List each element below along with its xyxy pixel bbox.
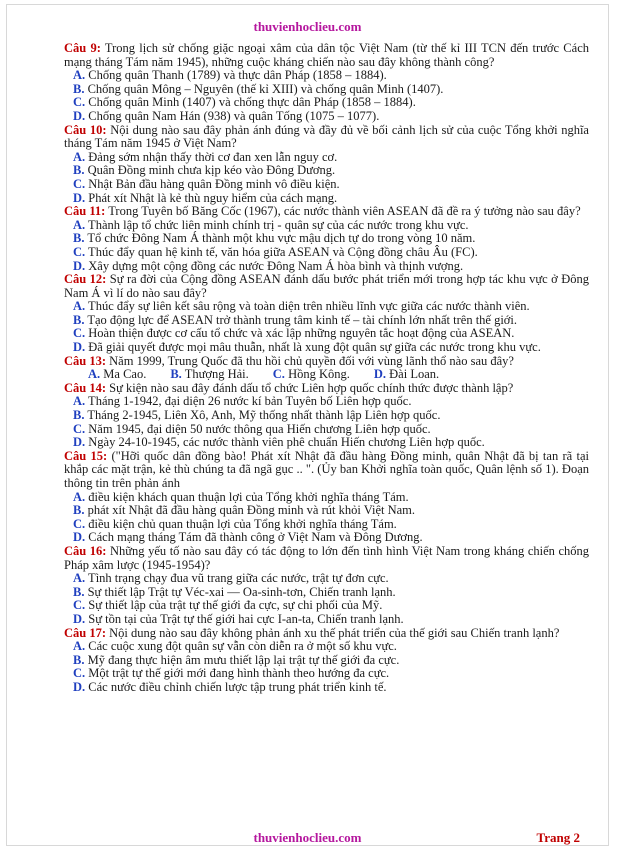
option-text: Thúc đẩy sự liên kết sâu rộng và toàn diện trên nhiều lĩnh vực giữa các nước thành viên.: [85, 299, 530, 314]
answer-option: [64, 83, 589, 97]
question-text: Năm 1999, Trung Quốc đã thu hồi chủ quyền đối với vùng lãnh thổ nào sau đây?: [106, 353, 514, 368]
answer-option: [64, 491, 589, 505]
option-letter: C.: [73, 244, 86, 259]
question-text: Những yếu tố nào sau đây có tác động to lớn đến tình hình Việt Nam trong kháng chiến chống Pháp xâm lược (1945-1954)?: [64, 543, 589, 572]
option-text: Chống quân Nam Hán (938) và quân Tống (1075 – 1077).: [85, 108, 380, 123]
option-letter: A.: [73, 217, 86, 232]
option-letter: B.: [73, 163, 85, 178]
option-letter: C.: [73, 176, 86, 191]
footer-page-number: Trang 2: [536, 830, 580, 845]
option-text: Tình trạng chạy đua vũ trang giữa các nước, trật tự đơn cực.: [85, 571, 389, 586]
option-letter: D.: [73, 530, 86, 545]
answer-option: [64, 151, 589, 165]
option-letter: A.: [73, 394, 86, 409]
question-text: Trong Tuyên bố Băng Cốc (1967), các nước thành viên ASEAN đã đề ra ý tưởng nào sau đây?: [105, 204, 581, 219]
question-number: Câu 12:: [64, 272, 107, 287]
option-letter: D.: [73, 340, 86, 355]
option-text: Các cuộc xung đột quân sự vẫn còn diễn ra ở một số khu vực.: [85, 639, 397, 654]
option-text: Chống quân Minh (1407) và chống thực dân Pháp (1858 – 1884).: [85, 95, 416, 110]
option-text: Các nước điều chỉnh chiến lược tập trung phát triển kinh tế.: [85, 679, 387, 694]
option-text: Chống quân Mông – Nguyên (thế kỉ XIII) và chống quân Minh (1407).: [84, 81, 444, 96]
option-letter: D.: [373, 367, 387, 382]
question: [64, 273, 589, 300]
question-list: [64, 42, 589, 695]
option-letter: C.: [73, 516, 86, 531]
question: [64, 545, 589, 572]
option-letter: B.: [73, 231, 85, 246]
option-letter: B.: [73, 503, 85, 518]
option-text: Sự tồn tại của Trật tự thế giới hai cực I-an-ta, Chiến tranh lạnh.: [85, 611, 404, 626]
option-text: Mỹ đang thực hiện âm mưu thiết lập lại trật tự thế giới đa cực.: [84, 652, 400, 667]
answer-option: [64, 341, 589, 355]
option-text: Đảng sớm nhận thấy thời cơ đan xen lẫn nguy cơ.: [85, 149, 338, 164]
answer-option: [64, 110, 589, 124]
option-text: Ma Cao.: [100, 367, 147, 382]
option-text: Thúc đẩy quan hệ kinh tế, văn hóa giữa ASEAN và Cộng đồng châu Âu (FC).: [85, 244, 478, 259]
answer-option: [64, 69, 589, 83]
question-number: Câu 13:: [64, 353, 107, 368]
option-letter: D.: [73, 190, 86, 205]
answer-option: [64, 178, 589, 192]
question-text: Nội dung nào sau đây phản ánh đúng và đầy đủ về bối cảnh lịch sử của cuộc Tổng khởi nghĩa tháng Tám năm 1945 ở Việt Nam?: [64, 122, 589, 151]
answer-option: [64, 260, 589, 274]
question-text: ("Hỡi quốc dân đồng bào! Phát xít Nhật đã đầu hàng Đồng minh, quân Nhật đã bị tan rã tại khắp các mặt trận, kẻ thù chúng ta đã ngã gục .. ". (Ủy ban Khởi nghĩa toàn quốc, Quân lệnh số 1). Đoạn thông tin trên phản ánh: [64, 448, 589, 490]
question: [64, 382, 589, 396]
option-letter: B.: [73, 81, 85, 96]
answer-option: [64, 667, 589, 681]
option-letter: B.: [73, 652, 85, 667]
document-page: [6, 4, 609, 846]
option-letter: A.: [73, 149, 86, 164]
option-letter: C.: [73, 326, 86, 341]
question-text: Sự kiện nào sau đây đánh dấu tổ chức Liên hợp quốc chính thức được thành lập?: [106, 380, 514, 395]
answer-option: [170, 368, 248, 382]
option-text: Đài Loan.: [386, 367, 440, 382]
question-number: Câu 11:: [64, 204, 106, 219]
question: [64, 450, 589, 491]
option-letter: A.: [73, 299, 86, 314]
answer-option: [64, 164, 589, 178]
option-text: Đã giải quyết được mọi mâu thuẫn, nhất là xung đột quân sự giữa các nước trong khu vực.: [85, 340, 541, 355]
option-text: Tháng 1-1942, đại diện 26 nước kí bản Tuyên bố Liên hợp quốc.: [85, 394, 412, 409]
answer-option: [64, 219, 589, 233]
answer-option: [64, 531, 589, 545]
question-number: Câu 17:: [64, 625, 107, 640]
question-number: Câu 16:: [64, 543, 107, 558]
option-letter: A.: [73, 571, 86, 586]
option-letter: D.: [73, 108, 86, 123]
option-text: Sự thiết lập của trật tự thế giới đa cực, sự chi phối của Mỹ.: [85, 598, 383, 613]
option-text: Một trật tự thế giới mới đang hình thành theo hướng đa cực.: [85, 666, 390, 681]
answer-option: [64, 436, 589, 450]
answer-option: [64, 572, 589, 586]
answer-option: [64, 395, 589, 409]
option-letter: B.: [73, 584, 85, 599]
answer-option: [374, 368, 439, 382]
option-letter: A.: [88, 367, 101, 382]
option-letter: D.: [73, 679, 86, 694]
question: [64, 355, 589, 369]
option-text: Tháng 2-1945, Liên Xô, Anh, Mỹ thống nhất thành lập Liên hợp quốc.: [84, 408, 441, 423]
answer-option: [64, 504, 589, 518]
question-text: Nội dung nào sau đây không phản ánh xu thế phát triển của thế giới sau Chiến tranh lạnh?: [106, 625, 560, 640]
answer-option: [273, 368, 350, 382]
option-letter: A.: [73, 639, 86, 654]
answer-option: [64, 681, 589, 695]
option-text: Quân Đồng minh chưa kịp kéo vào Đông Dương.: [84, 163, 336, 178]
option-text: Cách mạng tháng Tám đã thành công ở Việt Nam và Đông Dương.: [85, 530, 423, 545]
question-number: Câu 10:: [64, 122, 107, 137]
answer-option: [64, 246, 589, 260]
option-row: [64, 368, 589, 382]
option-letter: C.: [73, 95, 86, 110]
option-letter: D.: [73, 258, 86, 273]
question: [64, 124, 589, 151]
option-text: phát xít Nhật đã đầu hàng quân Đồng minh và rút khỏi Việt Nam.: [84, 503, 416, 518]
option-text: điều kiện khách quan thuận lợi của Tổng khởi nghĩa tháng Tám.: [85, 489, 409, 504]
question-number: Câu 14:: [64, 380, 107, 395]
answer-option: [64, 300, 589, 314]
answer-option: [64, 518, 589, 532]
option-text: Ngày 24-10-1945, các nước thành viên phê chuẩn Hiến chương Liên hợp quốc.: [85, 435, 485, 450]
answer-option: [88, 368, 146, 382]
question: [64, 42, 589, 69]
option-letter: A.: [73, 68, 86, 83]
option-text: Xây dựng một cộng đồng các nước Đông Nam Á hòa bình và thịnh vượng.: [85, 258, 464, 273]
question: [64, 205, 589, 219]
option-text: Nhật Bản đầu hàng quân Đồng minh vô điều kiện.: [85, 176, 340, 191]
option-text: Thành lập tổ chức liên minh chính trị - quân sự của các nước trong khu vực.: [85, 217, 469, 232]
answer-option: [64, 96, 589, 110]
answer-option: [64, 327, 589, 341]
option-text: Tạo động lực để ASEAN trở thành trung tâm kinh tế – tài chính lớn nhất trên thế giới.: [84, 312, 518, 327]
answer-option: [64, 314, 589, 328]
question-text: Trong lịch sử chống giặc ngoại xâm của dân tộc Việt Nam (từ thế kỉ III TCN đến trước Cách mạng tháng Tám năm 1945), những cuộc kháng chiến nào sau đây không thành công?: [64, 41, 589, 69]
option-text: Phát xít Nhật là kẻ thù nguy hiểm của cách mạng.: [85, 190, 338, 205]
answer-option: [64, 613, 589, 627]
answer-option: [64, 640, 589, 654]
option-letter: D.: [73, 611, 86, 626]
option-text: Năm 1945, đại diện 50 nước thông qua Hiến chương Liên hợp quốc.: [85, 421, 431, 436]
option-letter: C.: [73, 598, 86, 613]
option-letter: D.: [73, 435, 86, 450]
answer-option: [64, 409, 589, 423]
question-number: Câu 9:: [64, 41, 101, 55]
question: [64, 627, 589, 641]
question-number: Câu 15:: [64, 448, 108, 463]
answer-option: [64, 192, 589, 206]
option-text: Tổ chức Đông Nam Á thành một khu vực mậu dịch tự do trong vòng 10 năm.: [84, 231, 476, 246]
header-site: thuvienhoclieu.com: [253, 19, 362, 34]
option-letter: C.: [272, 367, 285, 382]
option-text: điều kiện chủ quan thuận lợi của Tổng khởi nghĩa tháng Tám.: [85, 516, 397, 531]
option-letter: C.: [73, 666, 86, 681]
option-text: Sự thiết lập Trật tự Véc-xai — Oa-sinh-tơn, Chiến tranh lạnh.: [84, 584, 396, 599]
answer-option: [64, 586, 589, 600]
answer-option: [64, 654, 589, 668]
option-text: Thượng Hải.: [181, 367, 249, 382]
option-letter: B.: [73, 312, 85, 327]
option-text: Chống quân Thanh (1789) và thực dân Pháp (1858 – 1884).: [85, 68, 387, 83]
footer-site: thuvienhoclieu.com: [253, 830, 362, 845]
question-text: Sự ra đời của Cộng đồng ASEAN đánh dấu bước phát triển mới trong hợp tác khu vực ở Đông Nam Á vì lí do nào sau đây?: [64, 272, 589, 300]
answer-option: [64, 423, 589, 437]
option-text: Hoàn thiện được cơ cấu tổ chức và xác lập những nguyên tắc hoạt động của ASEAN.: [85, 326, 515, 341]
option-letter: B.: [73, 408, 85, 423]
answer-option: [64, 599, 589, 613]
option-letter: A.: [73, 489, 86, 504]
answer-option: [64, 232, 589, 246]
option-letter: B.: [170, 367, 182, 382]
option-text: Hồng Kông.: [284, 367, 350, 382]
option-letter: C.: [73, 421, 86, 436]
